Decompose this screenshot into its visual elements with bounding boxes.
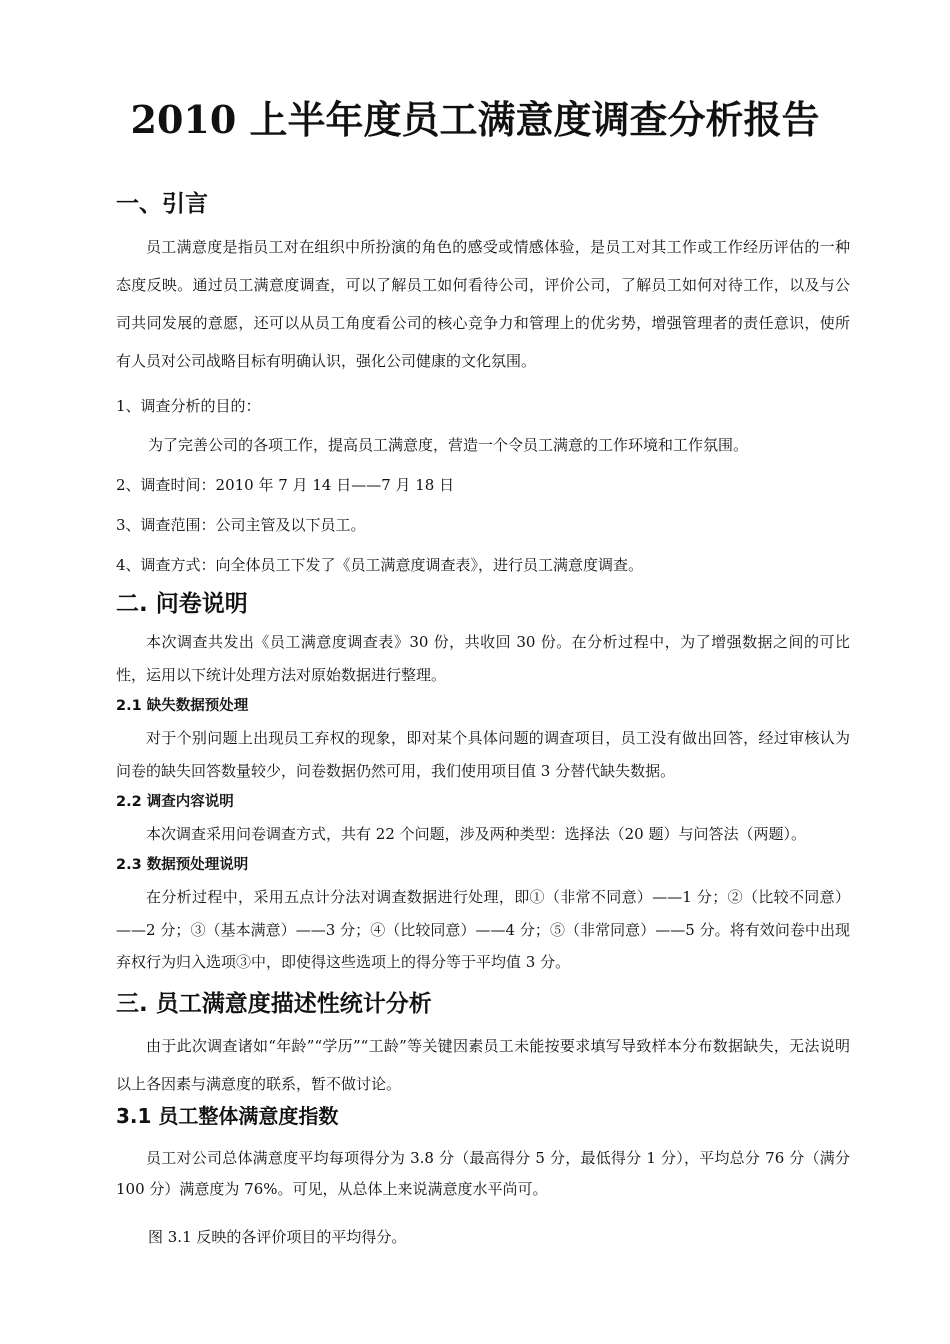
- survey-method: 4、调查方式：向全体员工下发了《员工满意度调查表》，进行员工满意度调查。: [116, 556, 644, 574]
- subsection-2-1-heading: 2.1 缺失数据预处理: [116, 698, 249, 714]
- survey-time: 2、调查时间：2010 年 7 月 14 日——7 月 18 日: [116, 476, 455, 494]
- survey-purpose-label: 1、调查分析的目的：: [116, 397, 261, 415]
- subsection-2-3-heading: 2.3 数据预处理说明: [116, 857, 249, 873]
- subsection-2-3-text: 在分析过程中，采用五点计分法对调查数据进行处理，即①（非常不同意）——1 分；②（比较不同意）——2 分；③（基本满意）——3 分；④（比较同意）——4 分；⑤（非常同意）——5 分。将有效问卷中出现弃权行为归入选项③中，即使得这些选项上的得分等于平均值 3 分。: [116, 888, 851, 971]
- figure-note: 图 3.1 反映的各评价项目的平均得分。: [148, 1228, 407, 1246]
- subsection-2-1-text: 对于个别问题上出现员工弃权的现象，即对某个具体问题的调查项目，员工没有做出回答，经过审核认为问卷的缺失回答数量较少，问卷数据仍然可用，我们使用项目值 3 分替代缺失数据。: [116, 729, 850, 780]
- section1-intro-paragraph: 员工满意度是指员工对在组织中所扮演的角色的感受或情感体验，是员工对其工作或工作经历评估的一种态度反映。通过员工满意度调查，可以了解员工如何看待公司，评价公司，了解员工如何对待工作，以及与公司共同发展的意愿，还可以从员工角度看公司的核心竞争力和管理上的优劣势，增强管理者的责任意识，使所有人员对公司战略目标有明确认识，强化公司健康的文化氛围。: [116, 238, 850, 370]
- report-title: 2010 上半年度员工满意度调查分析报告: [130, 97, 820, 142]
- subsection-2-2-text: 本次调查采用问卷调查方式，共有 22 个问题，涉及两种类型：选择法（20 题）与问答法（两题）。: [146, 825, 806, 843]
- section2-intro-paragraph: 本次调查共发出《员工满意度调查表》30 份，共收回 30 份。在分析过程中，为了增强数据之间的可比性，运用以下统计处理方法对原始数据进行整理。: [116, 633, 850, 684]
- subsection-2-2-heading: 2.2 调查内容说明: [116, 794, 234, 810]
- subsection-3-1-heading: 3.1 员工整体满意度指数: [116, 1104, 339, 1128]
- section2-heading: 二. 问卷说明: [116, 591, 248, 617]
- section1-heading: 一、引言: [116, 191, 208, 217]
- survey-scope: 3、调查范围：公司主管及以下员工。: [116, 516, 366, 534]
- survey-purpose-text: 为了完善公司的各项工作，提高员工满意度，营造一个令员工满意的工作环境和工作氛围。: [148, 436, 749, 454]
- section3-heading: 三. 员工满意度描述性统计分析: [116, 991, 432, 1017]
- subsection-3-1-text: 员工对公司总体满意度平均每项得分为 3.8 分（最高得分 5 分，最低得分 1 分），平均总分 76 分（满分 100 分）满意度为 76%。可见，从总体上来说满意度水平尚可。: [116, 1149, 850, 1198]
- section3-intro-paragraph: 由于此次调查诸如“年龄”“学历”“工龄”等关键因素员工未能按要求填写导致样本分布数据缺失，无法说明以上各因素与满意度的联系，暂不做讨论。: [116, 1037, 850, 1093]
